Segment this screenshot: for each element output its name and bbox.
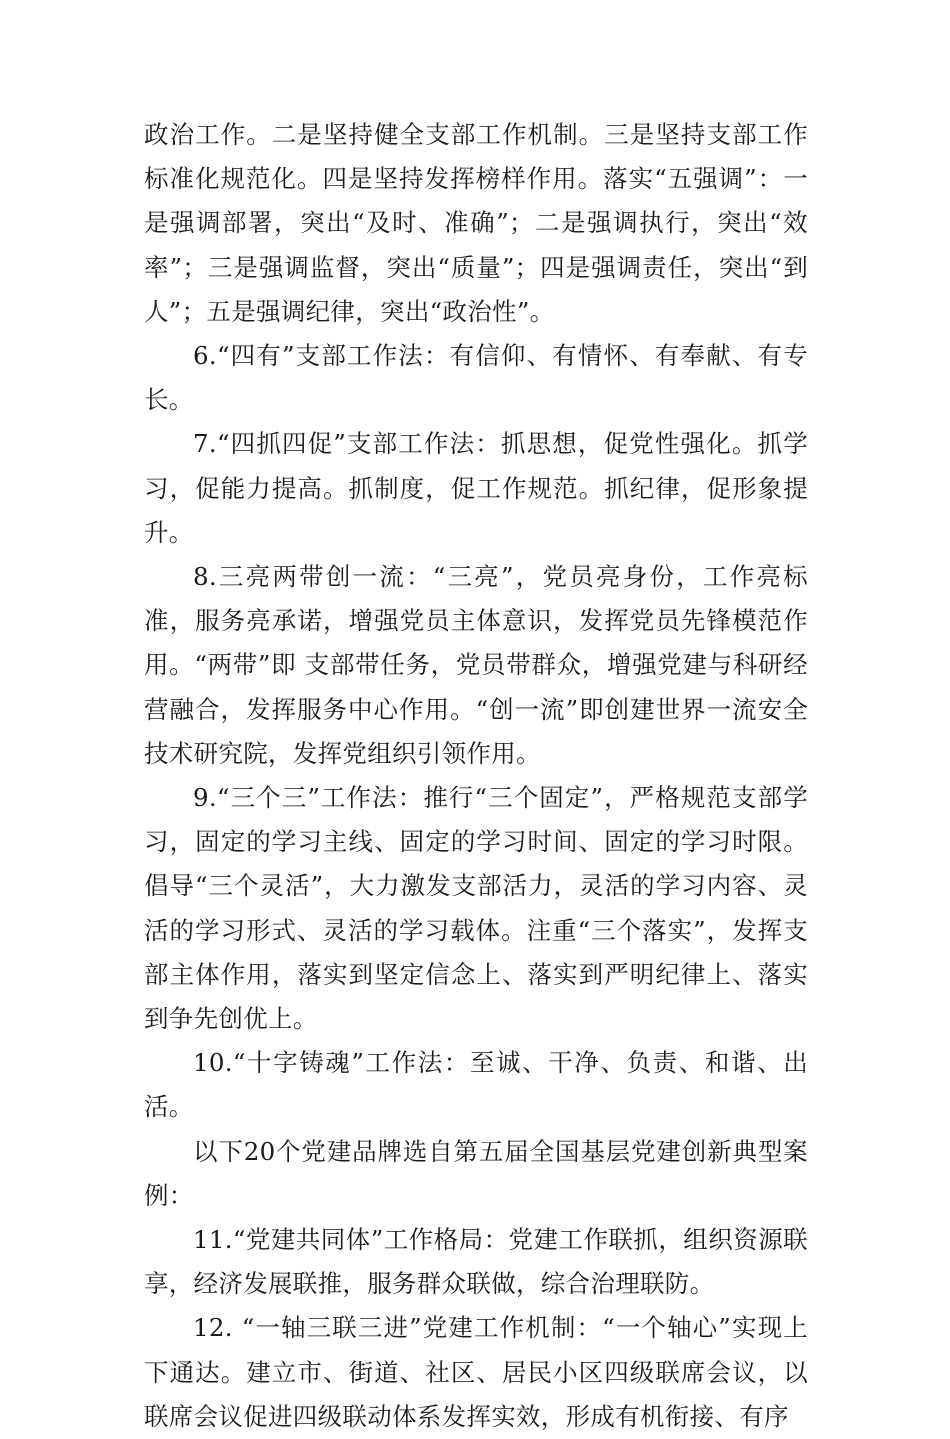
paragraph-item-7: 7.“四抓四促”支部工作法：抓思想，促党性强化。抓学习，促能力提高。抓制度，促工作规范。抓纪律，促形象提升。 [144, 429, 808, 547]
document-body [144, 113, 808, 1439]
paragraph-item-8: 8.三亮两带创一流：“三亮”，党员亮身份，工作亮标准，服务亮承诺，增强党员主体意识，发挥党员先锋模范作用。“两带”即 支部带任务，党员带群众，增强党建与科研经营融合，发挥服务中心作用。“创一流”即创建世界一流安全技术研究院，发挥党组织引领作用。 [144, 562, 808, 768]
paragraph-item-12: 12. “一轴三联三进”党建工作机制：“一个轴心”实现上下通达。建立市、街道、社区、居民小区四级联席会议，以联席会议促进四级联动体系发挥实效，形成有机衔接、有序 [144, 1313, 808, 1431]
paragraph-item-9: 9.“三个三”工作法：推行“三个固定”，严格规范支部学习，固定的学习主线、固定的学习时间、固定的学习时限。倡导“三个灵活”，大力激发支部活力，灵活的学习内容、灵活的学习形式、灵活的学习载体。注重“三个落实”，发挥支部主体作用，落实到坚定信念上、落实到严明纪律上、落实到争先创优上。 [144, 783, 808, 1034]
paragraph-continued: 政治工作。二是坚持健全支部工作机制。三是坚持支部工作标准化规范化。四是坚持发挥榜样作用。落实“五强调”：一是强调部署，突出“及时、准确”；二是强调执行，突出“效率”；三是强调监督，突出“质量”；四是强调责任，突出“到人”；五是强调纪律，突出“政治性”。 [144, 120, 808, 326]
paragraph-item-6: 6.“四有”支部工作法：有信仰、有情怀、有奉献、有专长。 [144, 341, 808, 415]
paragraph-intro: 以下20个党建品牌选自第五届全国基层党建创新典型案例： [144, 1136, 808, 1210]
paragraph-item-10: 10.“十字铸魂”工作法：至诚、干净、负责、和谐、出活。 [144, 1048, 808, 1122]
paragraph-item-11: 11.“党建共同体”工作格局：党建工作联抓，组织资源联享，经济发展联推，服务群众联做，综合治理联防。 [144, 1225, 808, 1299]
